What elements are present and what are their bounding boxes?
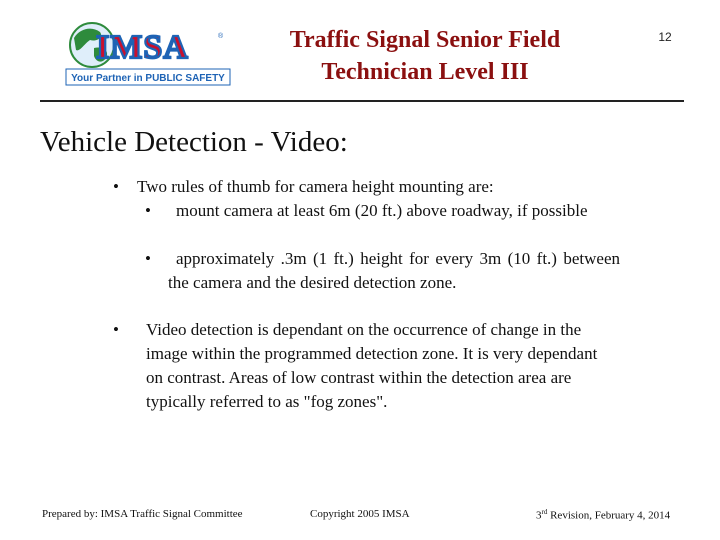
footer-prepared-by: Prepared by: IMSA Traffic Signal Committee	[42, 508, 243, 520]
sub-bullet-text: approximately .3m (1 ft.) height for every 3m (10 ft.) between the camera and the desired detection zone.	[168, 249, 620, 292]
slide-title-line-1: Traffic Signal Senior Field	[289, 27, 561, 53]
bullet-text: Video detection is dependant on the occurrence of change in the image within the programmed detection zone. It is very dependant on contrast. Areas of low contrast within the detection area are typically referred to as "fog zones".	[146, 320, 598, 411]
svg-text:Your Partner in PUBLIC SAFETY: Your Partner in PUBLIC SAFETY	[71, 73, 225, 84]
revision-ordinal-suffix: rd	[541, 508, 548, 516]
bullet-icon: •	[113, 177, 119, 196]
footer-copyright: Copyright 2005 IMSA	[310, 508, 410, 520]
slide-title-line-2: Technician Level III	[321, 59, 529, 85]
revision-date: Revision, February 4, 2014	[547, 509, 671, 522]
sub-bullet-text: mount camera at least 6m (20 ft.) above roadway, if possible	[176, 201, 588, 220]
bullet-icon: •	[145, 201, 151, 220]
page-number: 12	[658, 30, 672, 44]
bullet-icon: •	[145, 249, 151, 268]
bullet-icon: •	[113, 320, 119, 339]
svg-text:®: ®	[218, 33, 224, 40]
header-divider	[40, 100, 684, 102]
svg-text:IMSA: IMSA	[96, 29, 189, 66]
slide-title	[250, 24, 600, 88]
imsa-logo	[60, 18, 236, 88]
bullet-text: Two rules of thumb for camera height mounting are:	[137, 177, 494, 196]
revision-number: 3	[536, 509, 542, 522]
footer-revision	[536, 508, 670, 522]
imsa-logo-graphic	[60, 18, 236, 88]
section-heading: Vehicle Detection - Video:	[40, 126, 348, 158]
